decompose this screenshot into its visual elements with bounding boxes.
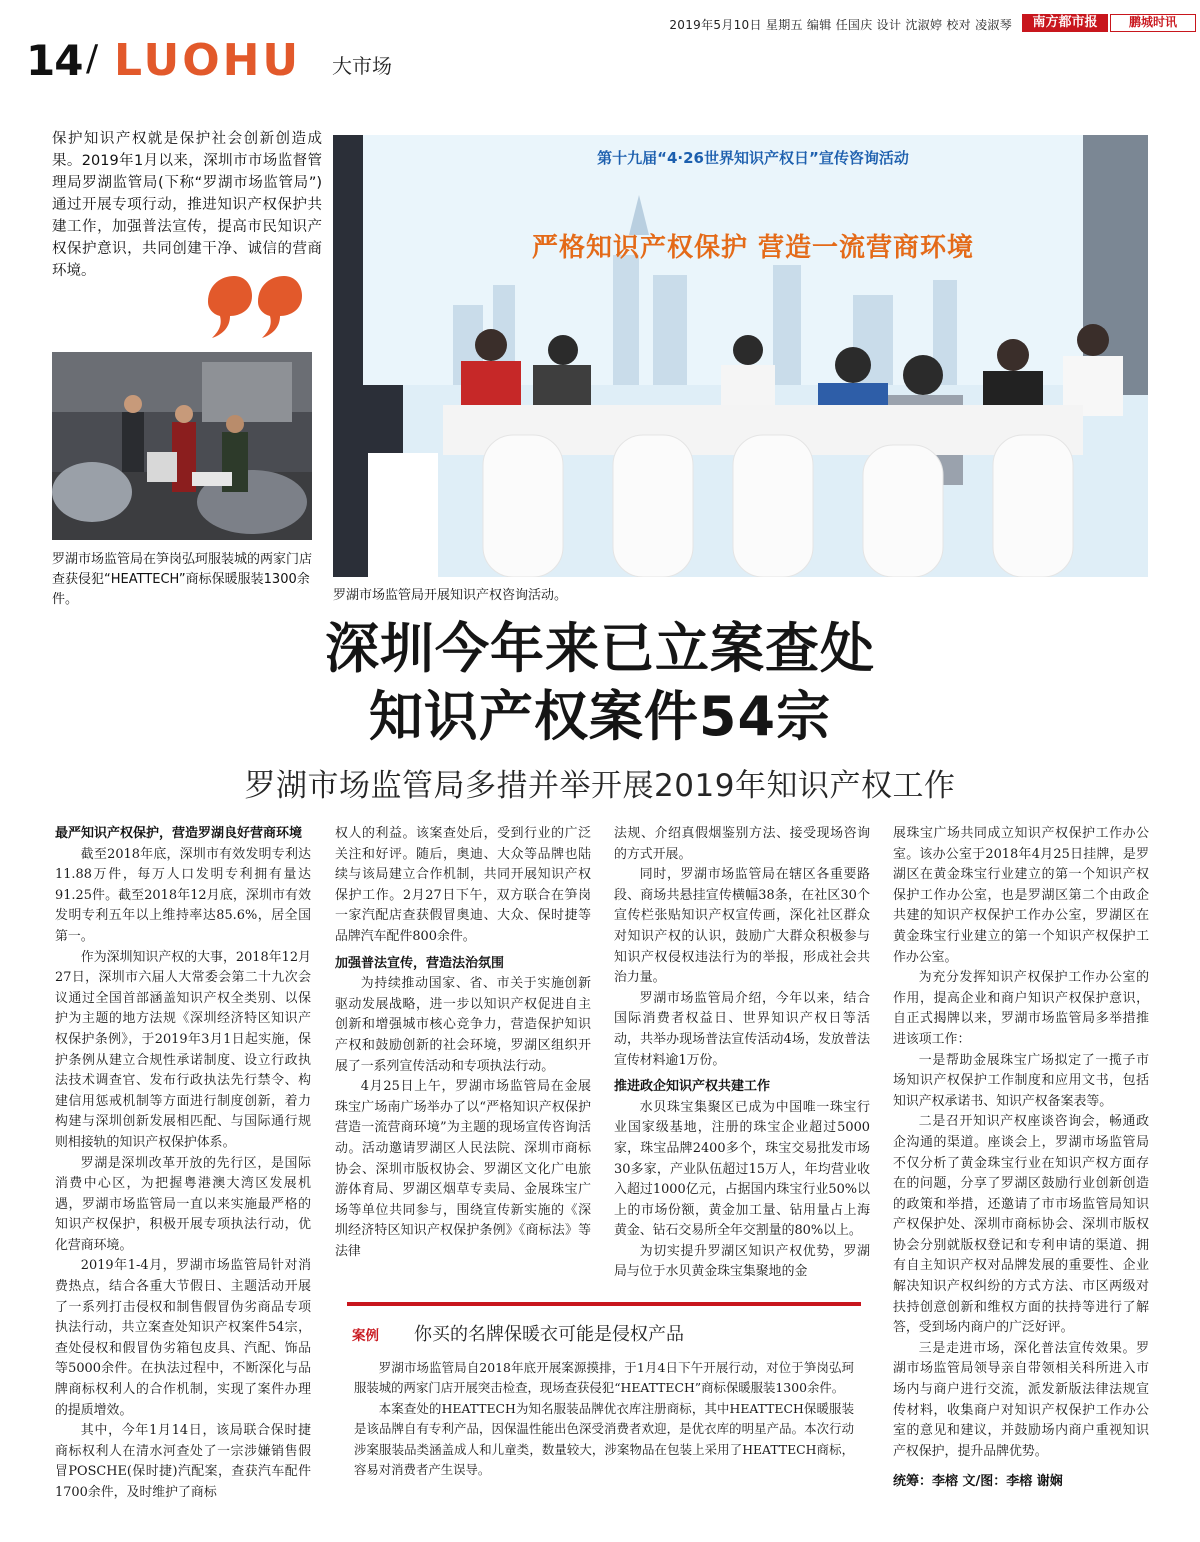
paragraph: 罗湖市场监管局介绍，今年以来，结合国际消费者权益日、世界知识产权日等活动，共举办现场普法宣传活动4场，发放普法宣传材料逾1万份。 [614, 990, 870, 1068]
case-title: 你买的名牌保暖衣可能是侵权产品 [414, 1324, 684, 1345]
page-slash: / [86, 38, 99, 79]
paragraph: 为切实提升罗湖区知识产权优势，罗湖局与位于水贝黄金珠宝集聚地的金 [614, 1243, 870, 1280]
article-column-2 [335, 824, 591, 1262]
paragraph: 法规、介绍真假烟鉴别方法、接受现场咨询的方式开展。 [614, 826, 870, 862]
paragraph: 2019年1-4月，罗湖市场监管局针对消费热点，结合各重大节假日、主题活动开展了一系列打击侵权和制售假冒伪劣商品专项执法行动，共立案查处知识产权案件54宗，查处侵权和假冒伪劣箱包皮具、汽配、饰品等5000余件。在执法过程中，不断深化与品牌商标权利人的合作机制，实现了案件办理的提质增效。 [55, 1258, 311, 1418]
paragraph: 4月25日上午，罗湖市场监管局在金展珠宝广场南广场举办了以“严格知识产权保护 营造一流营商环境”为主题的现场宣传咨询活动。活动邀请罗湖区人民法院、深圳市商标协会、深圳市版权协会、罗湖区文化广电旅游体育局、罗湖区烟草专卖局、金展珠宝广场等单位共同参与，围绕宣传新实施的《深圳经济特区知识产权保护条例》《商标法》等法律 [335, 1079, 591, 1259]
headline-line-2: 知识产权案件54宗 [368, 685, 832, 748]
paragraph: 其中，今年1月14日，该局联合保时捷商标权利人在清水河查处了一宗涉嫌销售假冒POSCHE(保时捷)汽配案，查获汽车配件1700余件，及时维护了商标 [55, 1423, 311, 1500]
photo-consultation-event [333, 135, 1148, 577]
paragraph: 三是走进市场，深化普法宣传效果。罗湖市场监管局领导亲自带领相关科所进入市场内与商户进行交流，派发新版法律法规宣传材料，收集商户对知识产权保护工作办公室的意见和建议，并鼓励场内商户重视知识产权保护，提升品牌优势。 [893, 1340, 1149, 1459]
paragraph: 作为深圳知识产权的大事，2018年12月27日，深圳市六届人大常委会第二十九次会议通过全国首部涵盖知识产权全类别、以保护为主题的地方法规《深圳经济特区知识产权保护条例》，于2019年3月1日起实施，保护条例从建立合规性承诺制度、设立行政执法技术调查官、发布行政执法先行禁令、构建信用惩戒机制等方面进行制度创新，着力构建与深圳创新发展相匹配、与国际通行规则相接轨的知识产权保护体系。 [55, 949, 311, 1150]
byline: 统筹：李榕 文/图：李榕 谢娴 [893, 1474, 1063, 1489]
headline [0, 615, 1200, 751]
section-heading: 最严知识产权保护，营造罗湖良好营商环境 [55, 826, 303, 841]
article-column-4 [893, 824, 1149, 1462]
article-column-1 [55, 824, 311, 1504]
section-name: LUOHU [114, 35, 302, 86]
paragraph: 为充分发挥知识产权保护工作办公室的作用，提高企业和商户知识产权保护意识，自正式揭牌以来，罗湖市场监管局多举措推进该项工作： [893, 970, 1149, 1047]
quote-icon [200, 272, 310, 342]
paragraph: 权人的利益。该案查处后，受到行业的广泛关注和好评。随后，奥迪、大众等品牌也陆续与该局建立合作机制，共同开展知识产权保护工作。2月27日下午，双方联合在笋岗一家汽配店查获假冒奥迪、大众、保时捷等品牌汽车配件800余件。 [335, 826, 591, 944]
case-box-rule [347, 1302, 861, 1306]
article-column-3 [614, 824, 870, 1283]
paragraph: 一是帮助金展珠宝广场拟定了一揽子市场知识产权保护工作制度和应用文书，包括知识产权承诺书、知识产权备案表等。 [893, 1052, 1149, 1109]
page-number: 14 [26, 36, 83, 85]
paragraph: 截至2018年底，深圳市有效发明专利达11.88万件，每万人口发明专利拥有量达91.25件。截至2018年12月底，深圳市有效发明专利五年以上维持率达85.6%，居全国第一。 [55, 846, 311, 944]
subheadline: 罗湖市场监管局多措并举开展2019年知识产权工作 [244, 768, 956, 804]
banner-line-1: 第十九届“4·26世界知识产权日”宣传咨询活动 [597, 149, 909, 167]
photo-left-caption: 罗湖市场监管局在笋岗弘珂服装城的两家门店查获侵犯“HEATTECH”商标保暖服装1300余件。 [52, 552, 313, 607]
section-heading: 加强普法宣传，营造法治氛围 [335, 955, 505, 971]
intro-paragraph: 保护知识产权就是保护社会创新创造成果。2019年1月以来，深圳市市场监督管理局罗湖监管局(下称“罗湖市场监管局”)通过开展专项行动，推进知识产权保护共建工作，加强普法宣传，提高市民知识产权保护意识，共同创建干净、诚信的营商环境。 [52, 131, 322, 279]
case-label: 案例 [352, 1328, 379, 1344]
paragraph: 本案查处的HEATTECH为知名服装品牌优衣库注册商标，其中HEATTECH保暖服装是该品牌自有专利产品，因保温性能出色深受消费者欢迎，是优衣库的明星产品。本次行动涉案服装品类涵盖成人和儿童类，数量较大，涉案物品在包装上采用了HEATTECH商标，容易对消费者产生误导。 [354, 1400, 854, 1478]
headline-line-1: 深圳今年来已立案查处 [325, 617, 875, 680]
banner-line-2: 严格知识产权保护 营造一流营商环境 [531, 233, 975, 263]
section-subtitle: 大市场 [332, 54, 392, 78]
paragraph: 罗湖是深圳改革开放的先行区，是国际消费中心区，为把握粤港澳大湾区发展机遇，罗湖市场监管局一直以来实施最严格的知识产权保护，积极开展专项执法行动，优化营商环境。 [55, 1155, 311, 1253]
paragraph: 为持续推动国家、省、市关于实施创新驱动发展战略，进一步以知识产权促进自主创新和增强城市核心竞争力，营造保护知识产权和鼓励创新的社会环境，罗湖区组织开展了一系列宣传活动和专项执法行动。 [335, 976, 591, 1074]
header-meta: 2019年5月10日 星期五 编辑 任国庆 设计 沈淑婷 校对 凌淑琴 [669, 18, 1012, 32]
case-body [354, 1358, 854, 1480]
paragraph: 展珠宝广场共同成立知识产权保护工作办公室。该办公室于2018年4月25日挂牌，是罗湖区在黄金珠宝行业建立的第一个知识产权保护工作办公室，也是罗湖区第二个由政企共建的知识产权保护工作办公室，罗湖区在黄金珠宝行业建立的第一个知识产权保护工作办公室。 [893, 826, 1149, 965]
paragraph: 二是召开知识产权座谈咨询会，畅通政企沟通的渠道。座谈会上，罗湖市场监管局不仅分析了黄金珠宝行业在知识产权方面存在的问题，分享了罗湖区鼓励行业创新创造的政策和举措，还邀请了市市场监管局知识产权保护处、深圳市商标协会、深圳市版权协会分别就版权登记和专利申请的渠道、拥有自主知识产权对品牌发展的重要性、企业解决知识产权纠纷的方式方法、市区两级对扶持创意创新和维权方面的扶持等进行了解答，受到场内商户的广泛好评。 [893, 1114, 1149, 1336]
masthead-paper-logo: 南方都市报 [1022, 14, 1108, 32]
paragraph: 罗湖市场监管局自2018年底开展案源摸排，于1月4日下午开展行动，对位于笋岗弘珂服装城的两家门店开展突击检查，现场查获侵犯“HEATTECH”商标保暖服装1300余件。 [354, 1360, 854, 1396]
photo-inspection [52, 352, 312, 540]
masthead-edition-logo: 鹏城时讯 [1110, 14, 1196, 32]
paragraph: 同时，罗湖市场监管局在辖区各重要路段、商场共悬挂宣传横幅38条，在社区30个宣传栏张贴知识产权宣传画，深化社区群众对知识产权的认识，鼓励广大群众积极参与知识产权侵权违法行为的举报，形成社会共治力量。 [614, 867, 870, 986]
section-heading: 推进政企知识产权共建工作 [614, 1079, 771, 1095]
paragraph: 水贝珠宝集聚区已成为中国唯一珠宝行业国家级基地，注册的珠宝企业超过5000家，珠宝品牌2400多个，珠宝交易批发市场30多家，产业队伍超过15万人，年均营业收入超过1000亿元，占据国内珠宝行业50%以上的市场份额，黄金加工量、钻用量占上海黄金、钻石交易所全年交割量的80%以上。 [614, 1099, 870, 1239]
photo-main-caption: 罗湖市场监管局开展知识产权咨询活动。 [333, 588, 568, 603]
